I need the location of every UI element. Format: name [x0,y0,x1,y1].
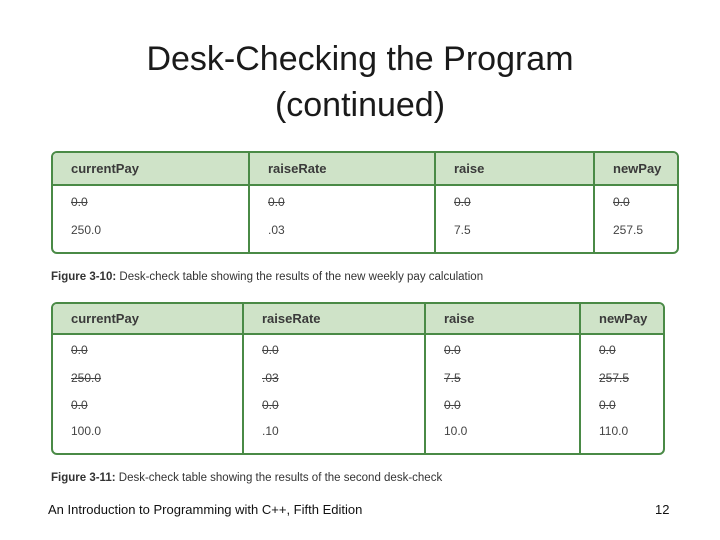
slide-title-line2: (continued) [274,86,446,124]
table-cell: 0.0 [53,185,249,217]
table-cell: 0.0 [53,392,243,418]
table-header-row [53,153,677,185]
table-cell: 0.0 [425,392,580,418]
figure-caption-1 [51,271,483,283]
table-cell: 0.0 [613,194,630,209]
desk-check-table-2 [51,302,665,455]
table-cell: 110.0 [599,424,629,438]
column-header: raise [435,153,594,185]
table-row [53,364,663,392]
desk-check-table-1 [51,151,679,254]
table-cell: 100.0 [53,418,243,444]
table-cell: 0.0 [435,185,594,217]
table-cell: .03 [249,217,435,243]
footer-book-title: An Introduction to Programming with C++, Fifth Edition [48,502,363,517]
slide-title-line1: Desk-Checking the Program [146,40,574,78]
figure-label: Figure 3-11: [51,472,116,484]
table-cell: .10 [243,418,425,444]
table-cell: 0.0 [599,342,616,357]
table-cell: 0.0 [599,398,616,412]
table-cell: 7.5 [425,364,580,392]
table-row [53,392,663,418]
figure-caption-text: Desk-check table showing the results of the new weekly pay calculation [116,271,484,283]
table-cell: 250.0 [53,364,243,392]
page-number: 12 [655,502,670,517]
column-header: currentPay [53,304,243,334]
slide-title [0,36,720,128]
column-header: raiseRate [243,304,425,334]
column-header: newPay [594,153,677,185]
column-header: raise [425,304,580,334]
table-cell: 0.0 [53,334,243,364]
column-header: raiseRate [249,153,435,185]
table-cell: 0.0 [249,185,435,217]
table-cell: .03 [243,364,425,392]
table-row [53,217,677,243]
table-cell: 10.0 [425,418,580,444]
table-cell: 7.5 [435,217,594,243]
table-cell: 0.0 [243,392,425,418]
table-cell: 257.5 [613,223,644,237]
table-cell: 250.0 [53,217,249,243]
table-row [53,334,663,364]
table-row [53,418,663,444]
table-row [53,185,677,217]
table-header-row [53,304,663,334]
table-cell: 257.5 [599,371,630,385]
figure-caption-2 [51,472,442,484]
column-header: newPay [580,304,663,334]
figure-caption-text: Desk-check table showing the results of the second desk-check [115,472,443,484]
figure-label: Figure 3-10: [51,271,117,283]
table-cell: 0.0 [425,334,580,364]
table-cell: 0.0 [243,334,425,364]
column-header: currentPay [53,153,249,185]
